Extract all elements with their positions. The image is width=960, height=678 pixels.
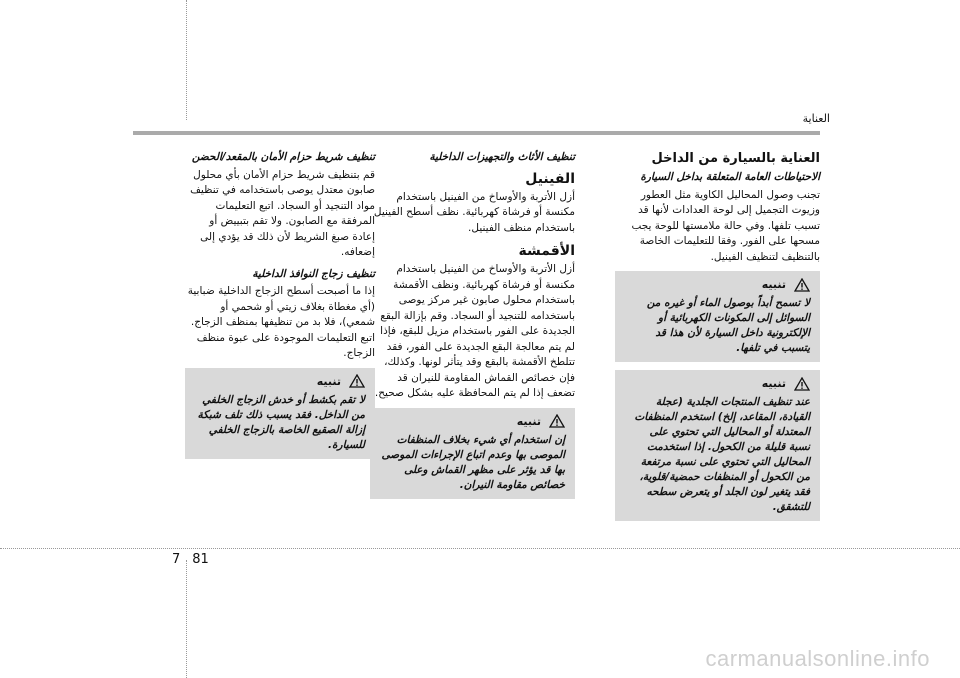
warning-triangle-icon	[349, 374, 365, 388]
interior-care-title: العناية بالسيارة من الداخل	[651, 151, 820, 166]
chapter-number: 7	[172, 552, 181, 567]
caution-header	[625, 277, 810, 292]
vinyl-heading: الفينيل	[525, 170, 575, 187]
fabric-heading: الأقمشة	[518, 243, 575, 259]
caution-text: لا تقم بكشط أو خدش الزجاج الخلفي من الداخل. فقد يسبب ذلك تلف شبكة إزالة الصقيع الخاصة بالزجاج الخلفي للسيارة.	[197, 393, 365, 451]
watermark: carmanualsonline.info	[705, 646, 930, 671]
caution-header	[195, 374, 365, 389]
caution-label: تنبيه	[316, 374, 341, 388]
page-number	[172, 552, 209, 567]
caution-text: إن استخدام أي شيء بخلاف المنظفات الموصى بها وعدم اتباع الإجراءات الموصى بها قد يؤثر على مظهر القماش وعلى خصائص مقاومة النيران.	[381, 433, 565, 491]
caution-box-electrical	[615, 271, 820, 362]
warning-triangle-icon	[794, 377, 810, 391]
caution-box-fabric	[370, 408, 575, 499]
crop-mark-left	[0, 548, 960, 549]
glass-cleaning-title: تنظيف زجاج النوافذ الداخلية	[252, 267, 375, 280]
vinyl-paragraph: أزل الأتربة والأوساخ من الفينيل باستخدام مكنسة أو فرشاة كهربائية. نظف أسطح الفينيل باستخدام منظف الفينيل.	[373, 190, 575, 234]
general-precautions-subtitle: الاحتياطات العامة المتعلقة بداخل السيارة	[640, 171, 820, 183]
warning-triangle-icon	[794, 278, 810, 292]
left-column	[185, 150, 375, 467]
fabric-paragraph: أزل الأتربة والأوساخ من الفينيل باستخدام مكنسة أو فرشاة كهربائية. ونظف الأقمشة باستخدام محلول صابون غير مركز يوصى باستخدامه للتنجيد أو السجاد. وقم بإزالة البقع الجديدة على الفور باستخدام مزيل للبقع، فإذا لم يتم معالجة البقع الجديدة على الفور، فقد تتلطخ الأقمشة بالبقع وقد يتأثر لونها. وكذلك، فإن خصائص القماش المقاومة للنيران قد تضعف إذا لم يتم المحافظة عليه بشكل صحيح.	[374, 263, 575, 399]
caution-header	[380, 414, 565, 429]
header-rule	[133, 131, 820, 135]
caution-header	[625, 376, 810, 391]
warning-triangle-icon	[549, 414, 565, 428]
caution-label: تنبيه	[761, 278, 786, 291]
glass-paragraph: إذا ما أصبحت أسطح الزجاج الداخلية ضبابية (أي مغطاة بغلاف زيتي أو شحمي أو شمعي)، فلا بد من تنظيفها بمنظف الزجاج. اتبع التعليمات الموجودة على عبوة منظف الزجاج.	[187, 285, 375, 359]
belt-paragraph: قم بتنظيف شريط حزام الأمان بأي محلول صابون معتدل يوصى باستخدامه في تنظيف مواد التنجيد أو السجاد. اتبع التعليمات المرفقة مع الصابون. ولا تقم بتبييض أو إعادة صبغ الشريط لأن ذلك قد يؤدي إلى إضعافه.	[190, 168, 375, 258]
crop-mark-bottom	[186, 560, 187, 678]
upholstery-cleaning-title: تنظيف الأثاث والتجهيزات الداخلية	[429, 151, 575, 163]
page-number-value: 81	[192, 552, 209, 567]
middle-column	[370, 150, 575, 507]
precautions-paragraph: تجنب وصول المحاليل الكاوية مثل العطور وزيوت التجميل إلى لوحة العدادات لأنها قد تسبب تلفها. وفي حالة ملامستها للوحة يجب مسحها على الفور. وفقا للتعليمات الخاصة بالتنظيف لتنظيف الفينيل.	[631, 188, 820, 263]
right-column	[615, 150, 820, 529]
section-title: العناية	[802, 112, 830, 125]
caution-text: عند تنظيف المنتجات الجلدية (عجلة القيادة، المقاعد، إلخ) استخدم المنظفات المعتدلة أو المحاليل التي تحتوي على نسبة قليلة من الكحول. إذا استخدمت المحاليل التي تحتوي على نسبة مرتفعة من الكحول أو المنظفات حمضية/قلوية، فقد يتغير لون الجلد أو يتعرض سطحه للتشقق.	[634, 396, 810, 513]
belt-cleaning-title: تنظيف شريط حزام الأمان بالمقعد/الحضن	[191, 151, 375, 163]
caution-label: تنبيه	[516, 414, 541, 428]
caution-text: لا تسمح أبداً بوصول الماء أو غيره من السوائل إلى المكونات الكهربائية أو الإلكترونية داخل السيارة لأن هذا قد يتسبب في تلفها.	[646, 297, 810, 354]
caution-box-leather	[615, 370, 820, 521]
caution-label: تنبيه	[761, 377, 786, 390]
caution-box-glass	[185, 368, 375, 459]
crop-mark-top	[186, 0, 187, 120]
